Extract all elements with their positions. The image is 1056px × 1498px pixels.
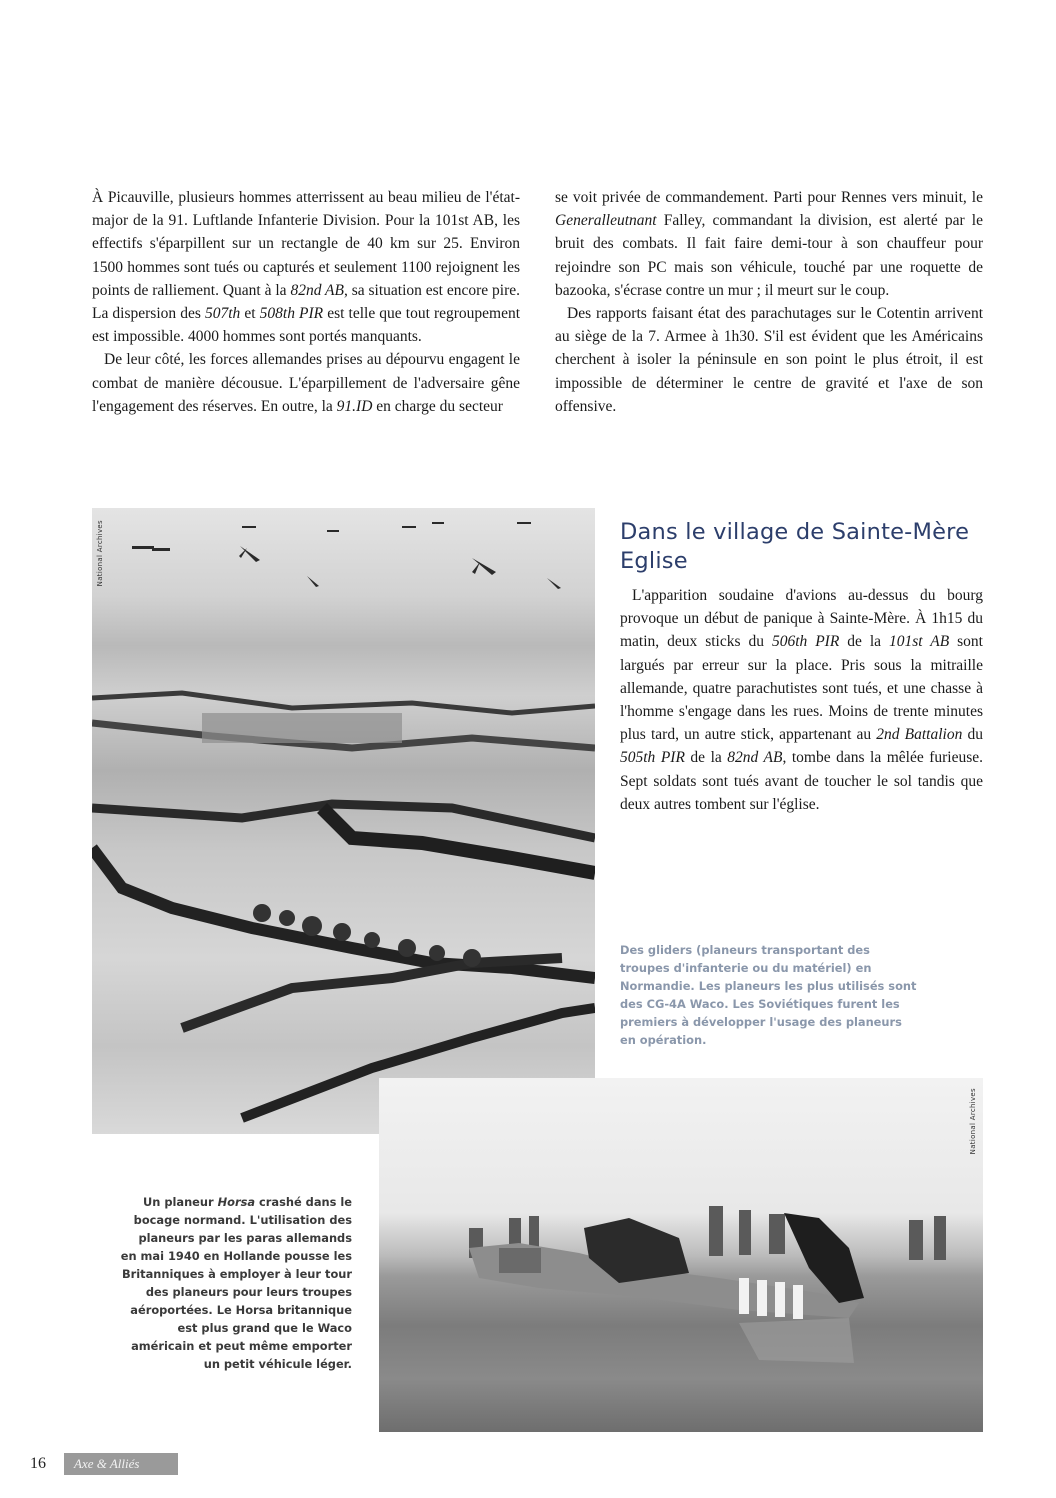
paragraph: se voit privée de commandement. Parti pour Rennes vers minuit, le Generalleutnant Falley, commandant la division, est alerté par le bruit des combats. Il fait faire demi-tour à son chauffeur pour rejoindre son PC mais son véhicule, touché par une roquette de bazooka, s'écrase contre un mur ; il meurt sur le coup.	[555, 189, 983, 299]
paragraph: Des rapports faisant état des parachutages sur le Cotentin arrivent au siège de la 7. Armee à 1h30. S'il est évident que les Américains cherchent à isoler la péninsule en son point le plus étroit, il est impossible de déterminer le centre de gravité et l'axe de son offensive.	[555, 305, 983, 415]
photo-credit: National Archives	[96, 520, 104, 587]
section-body	[620, 584, 983, 816]
paragraph: L'apparition soudaine d'avions au-dessus du bourg provoque un début de panique à Sainte-Mère. À 1h15 du matin, deux sticks du 506th PIR de la 101st AB sont largués par erreur sur la place. Pris sous la mitraille allemande, quatre parachutistes sont tués, et une chasse à l'homme s'engage dans les rues. Moins de trente minutes plus tard, un autre stick, appartenant au 2nd Battalion du 505th PIR de la 82nd AB, tombe dans la mêlée furieuse. Sept soldats sont tués avant de toucher le sol tandis que deux autres tombent sur l'église.	[620, 587, 984, 813]
paragraph: De leur côté, les forces allemandes prises au dépourvu engagent le combat de manière décousue. L'éparpillement de l'adversaire gêne l'engagement des réserves. En outre, la 91.ID en charge du secteur	[92, 351, 520, 415]
magazine-name: Axe & Alliés	[64, 1453, 178, 1475]
aerial-photo-gliders	[92, 508, 595, 1134]
page-footer	[30, 1452, 178, 1476]
right-text-column	[555, 186, 983, 418]
page-number: 16	[30, 1455, 46, 1472]
photo-credit: National Archives	[969, 1088, 977, 1155]
crashed-horsa-glider-photo	[379, 1078, 983, 1432]
left-text-column	[92, 186, 520, 418]
caption-gliders: Des gliders (planeurs transportant des troupes d'infanterie ou du matériel) en Normandie. Les planeurs les plus utilisés sont des CG-4A Waco. Les Soviétiques furent les premiers à développer l'usage des planeurs en opération.	[620, 943, 917, 1047]
caption-horsa: Un planeur Horsa crashé dans le bocage normand. L'utilisation des planeurs par les paras allemands en mai 1940 en Hollande pousse les Britanniques à employer à leur tour des planeurs pour leurs troupes aéroportées. Le Horsa britannique est plus grand que le Waco américain et peut même emporter un petit véhicule léger.	[120, 1195, 352, 1371]
paragraph: À Picauville, plusieurs hommes atterrissent au beau milieu de l'état-major de la 91. Luftlande Infanterie Division. Pour la 101st AB, les effectifs s'éparpillent sur un rectangle de 40 km sur 25. Environ 1500 hommes sont tués ou capturés et seulement 1100 rejoignent les points de ralliement. Quant à la 82nd AB, sa situation est encore pire. La dispersion des 507th et 508th PIR est telle que tout regroupement est impossible. 4000 hommes sont portés manquants.	[92, 189, 521, 346]
section-sainte-mere	[620, 518, 983, 816]
section-heading: Dans le village de Sainte-Mère Eglise	[620, 519, 970, 574]
